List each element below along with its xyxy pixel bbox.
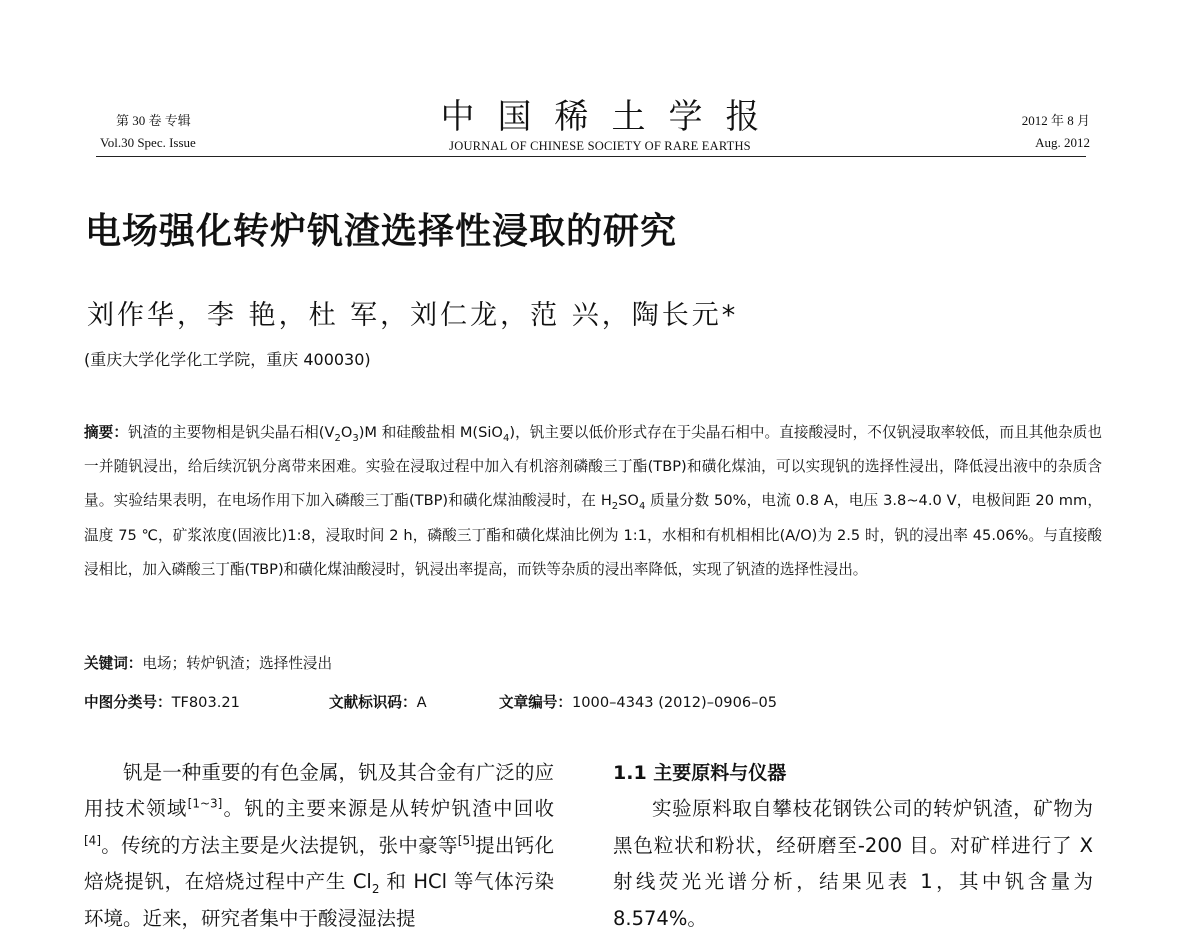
keywords-text: 电场；转炉钒渣；选择性浸出 [142,655,333,672]
body-text: 。钒的主要来源是从转炉钒渣中回收 [222,797,554,821]
header-volume [100,110,196,154]
article-title: 电场强化转炉钒渣选择性浸取的研究 [85,210,678,252]
subscript: 3 [352,432,359,444]
article-authors: 刘作华，李 艳，杜 军，刘仁龙，范 兴，陶长元* [87,300,739,331]
abstract-text: SO [618,492,639,510]
abstract-text: )，钒主要以低价形式存在于尖晶石相中。直接酸浸时，不仅钒浸取率较低，而且其他杂质也一并随钒浸出，给后续沉钒分离带来困难。实验在浸取过程中加入有机溶剂磷酸三丁酯(TBP)和磺化煤油，可以实现钒的选择性浸出，降低浸出液中的杂质含量。实验结果表明，在电场作用下加入磷酸三丁酯(TBP)和磺化煤油酸浸时，在 H [84,424,1102,510]
journal-name-cn: 中国稀土学报 [440,97,783,137]
citation: [1~3] [187,796,223,811]
body-text: 钒是一种重要的有色金属，钒及其合金有广泛的应用技术领域 [84,761,554,821]
body-text: 和 HCl 等气体污染环境。近来，研究者集中于酸浸湿法提 [84,870,555,930]
header-journal [400,96,800,154]
citation: [5] [457,833,475,848]
subscript: 4 [502,432,510,444]
art-value: 1000–4343 (2012)–0906–05 [571,694,778,711]
header-date [1022,110,1090,154]
clc-value: TF803.21 [171,694,240,711]
citation: [4] [84,833,101,848]
volume-en: Vol.30 Spec. Issue [100,135,196,150]
abstract-text: O [340,424,353,441]
clc-label: 中图分类号： [84,694,172,711]
article-affiliation: (重庆大学化学化工学院，重庆 400030) [84,350,371,369]
subscript: 2 [334,432,341,444]
header-rule [96,156,1086,157]
abstract-text: 钒渣的主要物相是钒尖晶石相(V [128,424,335,441]
keywords [84,650,332,678]
section-heading: 1.1 主要原料与仪器 [613,762,787,784]
date-cn: 2012 年 8 月 [1021,113,1090,128]
body-right-column [613,755,1093,937]
art-label: 文章编号： [499,694,572,711]
keywords-label: 关键词： [84,655,143,672]
abstract-text: 质量分数 50%，电流 0.8 A，电压 3.8~4.0 V，电极间距 20 mm，温度 75 ℃，矿浆浓度(固液比)1:8，浸取时间 2 h，磷酸三丁酯和磺化煤油比例为 1:1，水相和有机相相比(A/O)为 2.5 时，钒的浸出率 45.06%。与直接酸浸相比，加入磷酸三丁酯(TBP)和磺化煤油酸浸时，钒浸出率提高，而铁等杂质的浸出率降低，实现了钒渣的选择性浸出。 [84,492,1102,578]
doc-label: 文献标识码： [329,694,417,711]
body-text: 。传统的方法主要是火法提钒，张中豪等 [101,833,458,857]
doc-value: A [416,694,427,711]
journal-name-en: JOURNAL OF CHINESE SOCIETY OF RARE EARTHS [449,139,751,153]
subscript: 2 [611,501,619,513]
section-paragraph: 实验原料取自攀枝花钢铁公司的转炉钒渣，矿物为黑色粒状和粉状，经研磨至-200 目。对矿样进行了 X 射线荧光光谱分析，结果见表 1，其中钒含量为 8.574%。 [613,797,1093,930]
abstract-label: 摘要： [84,424,129,441]
subscript: 4 [638,501,646,513]
body-text: 提出钙化焙烧提钒，在焙烧过程中产生 Cl [84,833,554,894]
subscript: 2 [371,882,380,897]
classification-line [84,689,777,717]
abstract [84,416,1102,587]
clc-number [84,689,329,717]
article-number [499,689,777,717]
body-left-column [84,755,554,937]
abstract-text: )M 和硅酸盐相 M(SiO [358,424,503,441]
volume-cn: 第 30 卷 专辑 [116,113,191,128]
date-en: Aug. 2012 [1035,135,1090,150]
document-code [329,689,499,717]
intro-paragraph [84,755,554,937]
